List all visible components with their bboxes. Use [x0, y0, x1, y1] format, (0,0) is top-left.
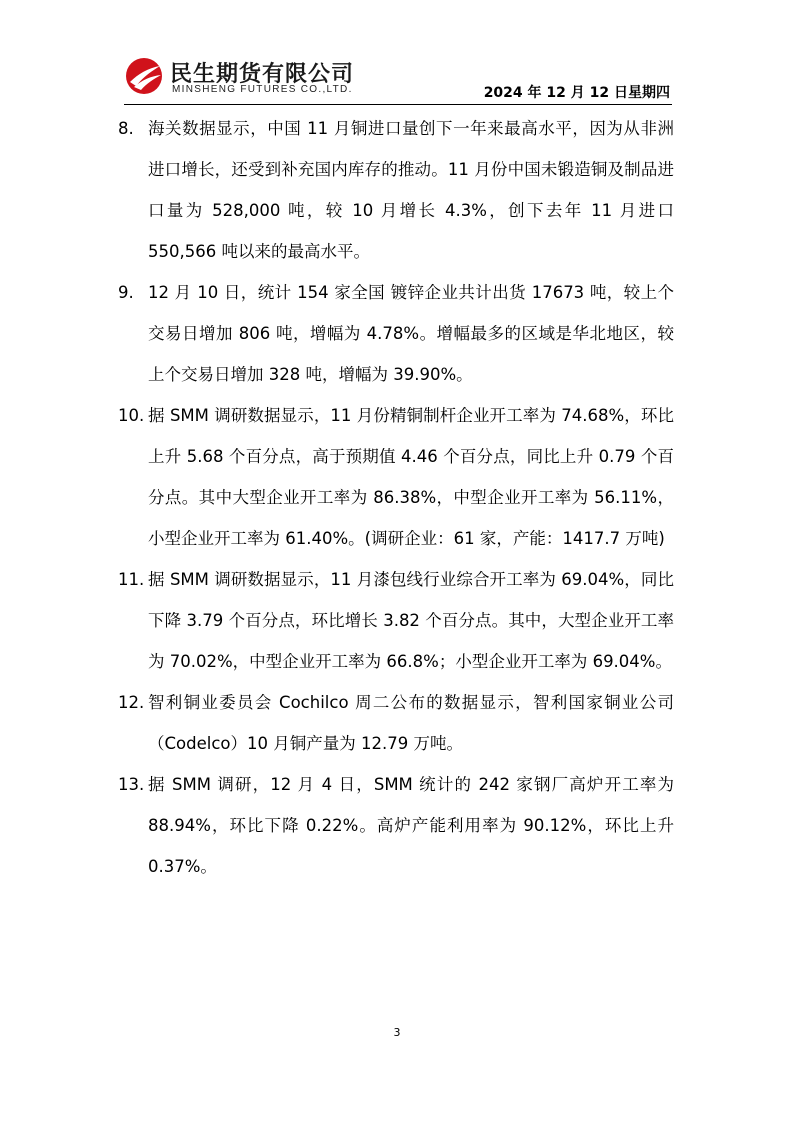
- news-item: [118, 395, 674, 559]
- item-text: 据 SMM 调研，12 月 4 日，SMM 统计的 242 家钢厂高炉开工率为 88.94%，环比下降 0.22%。高炉产能利用率为 90.12%，环比上升 0.37%。: [148, 775, 674, 876]
- company-name: 民生期货有限公司: [170, 62, 355, 87]
- news-item: [118, 764, 674, 887]
- item-number: 10.: [118, 406, 145, 425]
- item-text: 12 月 10 日，统计 154 家全国 镀锌企业共计出货 17673 吨，较上个交易日增加 806 吨，增幅为 4.78%。增幅最多的区域是华北地区，较上个交易日增加 328 吨，增幅为 39.90%。: [148, 283, 674, 384]
- item-text: 据 SMM 调研数据显示，11 月份精铜制杆企业开工率为 74.68%，环比上升 5.68 个百分点，高于预期值 4.46 个百分点，同比上升 0.79 个百分点。其中大型企业开工率为 86.38%，中型企业开工率为 56.11%，小型企业开工率为 61.40%。(调研企业：61 家，产能：1417.7 万吨): [148, 406, 674, 548]
- item-number: 8.: [118, 119, 134, 138]
- page-header: [124, 54, 672, 104]
- company-name-english: MINSHENG FUTURES CO.,LTD.: [172, 84, 353, 95]
- report-date: 2024 年 12 月 12 日星期四: [483, 85, 670, 101]
- item-number: 13.: [118, 775, 145, 794]
- news-item: [118, 272, 674, 395]
- item-number: 12.: [118, 693, 145, 712]
- item-text: 据 SMM 调研数据显示，11 月漆包线行业综合开工率为 69.04%，同比下降 3.79 个百分点，环比增长 3.82 个百分点。其中，大型企业开工率为 70.02%，中型企业开工率为 66.8%；小型企业开工率为 69.04%。: [148, 570, 674, 671]
- page-number: 3: [393, 1026, 401, 1039]
- item-number: 9.: [118, 283, 134, 302]
- news-item: [118, 108, 674, 272]
- news-item: [118, 559, 674, 682]
- item-number: 11.: [118, 570, 145, 589]
- news-item: [118, 682, 674, 764]
- news-list: [118, 108, 674, 887]
- item-text: 智利铜业委员会 Cochilco 周二公布的数据显示，智利国家铜业公司（Codelco）10 月铜产量为 12.79 万吨。: [148, 693, 674, 753]
- minsheng-logo-icon: [124, 56, 164, 96]
- header-divider: [124, 104, 672, 105]
- item-text: 海关数据显示，中国 11 月铜进口量创下一年来最高水平，因为从非洲进口增长，还受到补充国内库存的推动。11 月份中国未锻造铜及制品进口量为 528,000 吨，较 10 月增长 4.3%，创下去年 11 月进口 550,566 吨以来的最高水平。: [148, 119, 674, 261]
